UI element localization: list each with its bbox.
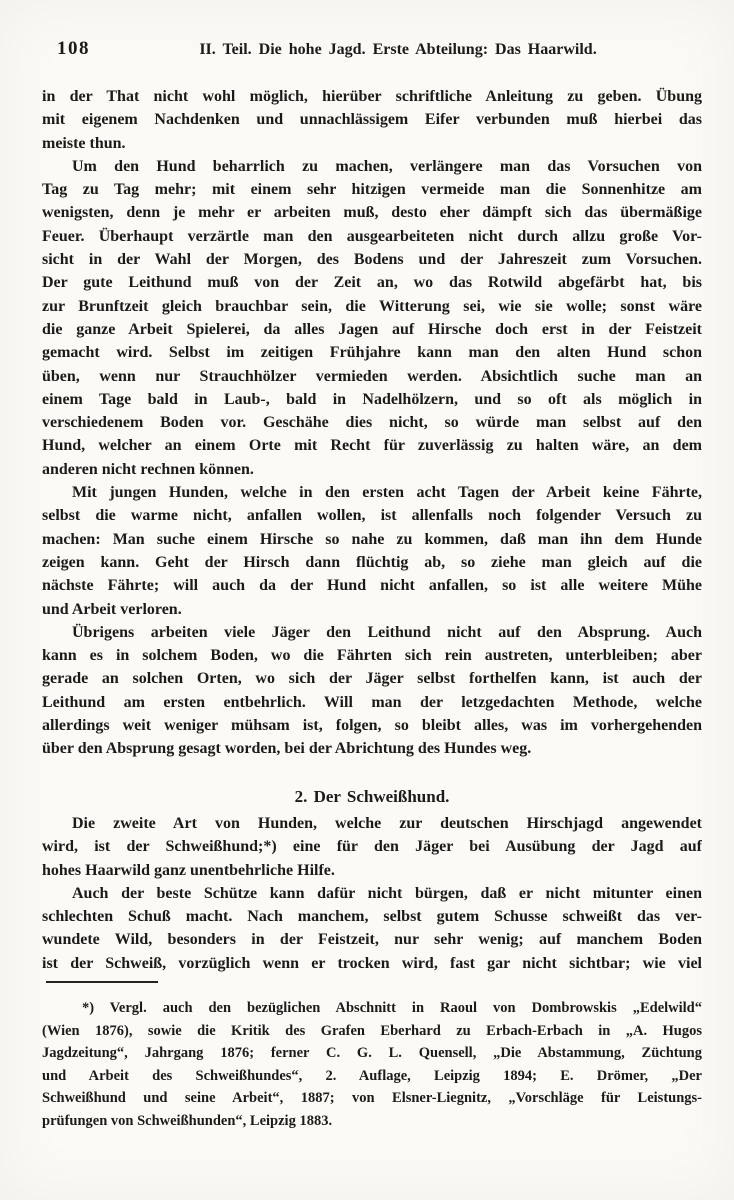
text-line: Der gute Leithund muß von der Zeit an, wo das Rotwild abgefärbt hat, bis — [42, 274, 702, 292]
footnote-rule — [46, 981, 158, 983]
text-line: machen: Man suche einem Hirsche so nahe zu kommen, daß man ihn dem Hunde — [42, 530, 702, 548]
text-line: die ganze Arbeit Spielerei, da alles Jagen auf Hirsche doch erst in der Feistzeit — [42, 320, 702, 338]
text-line: wenigsten, denn je mehr er arbeiten muß, desto eher dämpft sich das übermäßige — [42, 204, 702, 222]
text-line: gemacht wird. Selbst im zeitigen Frühjahre kann man den alten Hund schon — [42, 344, 702, 362]
body-text — [42, 85, 702, 1133]
text-line: verschiedenem Boden vor. Geschähe dies nicht, so würde man selbst auf den — [42, 414, 702, 432]
text-line: mit eigenem Nachdenken und unnachlässigem Eifer verbunden muß hierbei das — [42, 111, 702, 129]
text-line: Hund, welcher an einem Orte mit Recht für zuverlässig zu halten wäre, an dem — [42, 437, 702, 455]
footnote-line: prüfungen von Schweißhunden“, Leipzig 1883. — [42, 1112, 333, 1129]
text-line: selbst die warme nicht, anfallen wollen, ist allenfalls noch folgender Versuch zu — [42, 507, 702, 525]
text-line: nächste Fährte; will auch da der Hund nicht anfallen, so ist alle weitere Mühe — [42, 577, 702, 595]
text-line: Leithund am ersten entbehrlich. Will man der letzgedachten Methode, welche — [42, 693, 702, 711]
text-line: allerdings weit weniger mühsam ist, folgen, so bleibt alles, was im vorhergehenden — [42, 717, 702, 735]
paragraph — [42, 882, 702, 975]
text-line: gerade an solchen Orten, wo sich der Jäger selbst forthelfen kann, ist auch der — [42, 670, 702, 688]
paragraph — [42, 481, 702, 621]
text-line: Auch der beste Schütze kann dafür nicht bürgen, daß er nicht mitunter einen — [72, 884, 702, 902]
footnote-line: Schweißhund und seine Arbeit“, 1887; von Elsner-Liegnitz, „Vorschläge für Leistungs- — [42, 1090, 702, 1107]
footnote-line: (Wien 1876), sowie die Kritik des Grafen Eberhard zu Erbach-Erbach in „A. Hugos — [42, 1022, 702, 1039]
text-line: über den Absprung gesagt worden, bei der Abrichtung des Hundes weg. — [42, 740, 532, 758]
text-line: kann es in solchem Boden, wo die Fährten sich rein austreten, unterbleiben; aber — [42, 647, 702, 665]
text-line: wird, ist der Schweißhund;*) eine für den Jäger bei Ausübung der Jagd auf — [42, 838, 702, 856]
paragraph — [42, 85, 702, 155]
text-line: und Arbeit verloren. — [42, 600, 182, 618]
text-line: sicht in der Wahl der Morgen, des Bodens und der Jahreszeit zum Vorsuchen. — [42, 251, 702, 269]
running-header: II. Teil. Die hohe Jagd. Erste Abteilung: Das Haarwild. — [199, 41, 597, 58]
text-line: in der That nicht wohl möglich, hierüber schriftliche Anleitung zu geben. Übung — [42, 88, 702, 105]
section-heading: 2. Der Schweißhund. — [294, 786, 450, 806]
text-line: Die zweite Art von Hunden, welche zur deutschen Hirschjagd angewendet — [72, 814, 702, 832]
text-line: üben, wenn nur Strauchhölzer vermieden werden. Absichtlich suche man an — [42, 367, 702, 385]
text-line: Feuer. Überhaupt verzärtle man den ausgearbeiteten nicht durch allzu große Vor- — [42, 227, 702, 245]
text-line: hohes Haarwild ganz unentbehrliche Hilfe. — [42, 861, 335, 879]
text-line: Tag zu Tag mehr; mit einem sehr hitzigen vermeide man die Sonnenhitze am — [42, 181, 702, 199]
text-line: zeigen kann. Geht der Hirsch dann flüchtig ab, so ziehe man gleich auf die — [42, 553, 702, 571]
footnote-line: *) Vergl. auch den bezüglichen Abschnitt in Raoul von Dombrowskis „Edelwild“ — [82, 999, 702, 1016]
footnote-line: Jagdzeitung“, Jahrgang 1876; ferner C. G. L. Quensell, „Die Abstammung, Züchtung — [42, 1045, 702, 1062]
page-number: 108 — [57, 38, 90, 59]
footnote-line: und Arbeit des Schweißhundes“, 2. Auflage, Leipzig 1894; E. Drömer, „Der — [42, 1067, 702, 1084]
text-line: wundete Wild, besonders in der Feistzeit, nur sehr wenig; auf manchem Boden — [42, 931, 702, 949]
text-line: schlechten Schuß macht. Nach manchem, selbst gutem Schusse schweißt das ver- — [42, 908, 702, 926]
text-line: meiste thun. — [42, 134, 126, 152]
text-line: einem Tage bald in Laub-, bald in Nadelhölzern, und so oft als möglich in — [42, 390, 702, 408]
paragraph — [42, 155, 702, 481]
footnote — [42, 997, 702, 1133]
text-line: Übrigens arbeiten viele Jäger den Leithund nicht auf den Absprung. Auch — [72, 623, 702, 641]
text-line: Um den Hund beharrlich zu machen, verlängere man das Vorsuchen von — [72, 157, 702, 175]
text-line: Mit jungen Hunden, welche in den ersten acht Tagen der Arbeit keine Fährte, — [72, 484, 702, 502]
text-line: zur Brunftzeit gleich brauchbar sein, die Witterung sei, wie sie wolle; sonst wäre — [42, 297, 702, 315]
paragraph — [42, 812, 702, 882]
text-line: ist der Schweiß, vorzüglich wenn er trocken wird, fast gar nicht sichtbar; wie viel — [42, 954, 702, 972]
paragraph — [42, 621, 702, 761]
text-line: anderen nicht rechnen können. — [42, 460, 254, 478]
